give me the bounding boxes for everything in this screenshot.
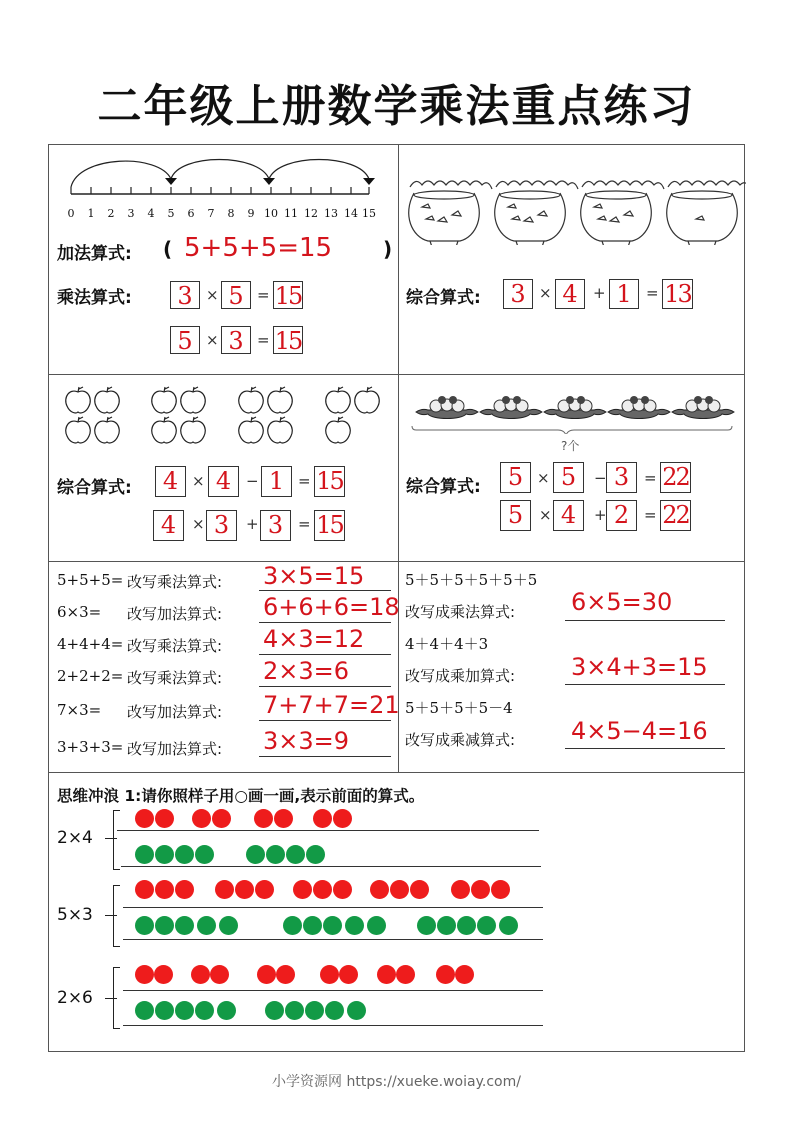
green-dot <box>345 916 364 935</box>
expression: 4+4+4= <box>57 635 124 653</box>
answer-box[interactable]: 5 <box>221 281 251 309</box>
equals-sign: = <box>646 284 659 302</box>
green-dot <box>325 1001 344 1020</box>
answer-box[interactable]: 3 <box>606 462 637 493</box>
addition-label: 加法算式: <box>57 244 132 264</box>
red-dot <box>215 880 234 899</box>
answer-line <box>565 748 725 749</box>
green-dot <box>283 916 302 935</box>
red-dot <box>451 880 470 899</box>
answer-line <box>259 720 391 721</box>
bracket <box>113 967 120 1029</box>
green-dot <box>195 845 214 864</box>
worksheet <box>48 144 745 1052</box>
prompt: 改写加法算式: <box>127 703 223 721</box>
times-sign: × <box>539 284 552 302</box>
answer-box[interactable]: 1 <box>609 279 639 309</box>
plus-sign: + <box>594 506 607 524</box>
answer[interactable]: 2×3=6 <box>263 657 350 685</box>
minus-sign: − <box>246 472 259 490</box>
red-dot <box>192 809 211 828</box>
combined-label: 综合算式: <box>406 288 481 308</box>
answer-box[interactable]: 2 <box>606 500 637 531</box>
red-dot <box>410 880 429 899</box>
answer-box[interactable]: 5 <box>500 462 531 493</box>
prompt: 改写成乘法算式: <box>405 603 516 621</box>
answer-box[interactable]: 15 <box>274 327 302 355</box>
apples-icon <box>49 374 398 444</box>
red-dot <box>254 809 273 828</box>
green-dot <box>285 1001 304 1020</box>
prompt: 改写成乘加算式: <box>405 667 516 685</box>
green-dot <box>195 1001 214 1020</box>
answer[interactable]: 3×5=15 <box>263 562 365 590</box>
red-dot <box>339 965 358 984</box>
green-dot <box>457 916 476 935</box>
answer-box[interactable]: 3 <box>260 510 291 541</box>
apple-problem <box>49 374 398 561</box>
red-dot <box>235 880 254 899</box>
answer-box[interactable]: 5 <box>553 462 584 493</box>
answer-line <box>121 866 541 867</box>
green-dot <box>197 916 216 935</box>
tick-label: 14 <box>344 207 358 220</box>
combined-label: 综合算式: <box>57 478 132 498</box>
red-dot <box>154 965 173 984</box>
green-dot <box>155 1001 174 1020</box>
red-dot <box>471 880 490 899</box>
tick-label: 6 <box>187 207 195 220</box>
green-dot <box>246 845 265 864</box>
tick-label: 11 <box>284 207 298 220</box>
question-label: ?个 <box>561 439 580 453</box>
expression-label: 2×6 <box>57 988 93 1008</box>
equals-sign: = <box>298 472 311 490</box>
answer[interactable]: 4×5−4=16 <box>571 717 708 745</box>
green-dot <box>417 916 436 935</box>
times-sign: × <box>537 469 550 487</box>
answer-box[interactable]: 22 <box>660 462 691 493</box>
answer-box[interactable]: 15 <box>314 510 345 541</box>
tick-label: 12 <box>304 207 318 220</box>
red-dot <box>320 965 339 984</box>
plus-sign: + <box>246 515 259 533</box>
answer-line <box>565 620 725 621</box>
answer-box[interactable]: 15 <box>314 466 345 497</box>
exercise-heading: 思维冲浪 1:请你照样子用○画一画,表示前面的算式。 <box>57 787 425 805</box>
answer-box[interactable]: 3 <box>503 279 533 309</box>
rewrite-left <box>49 561 398 772</box>
expression: 5+5+5= <box>57 571 124 589</box>
answer-line <box>565 684 725 685</box>
red-dot <box>333 880 352 899</box>
red-dot <box>436 965 455 984</box>
answer-box[interactable]: 15 <box>274 282 302 310</box>
answer-box[interactable]: 4 <box>553 500 584 531</box>
answer[interactable]: 3×3=9 <box>263 727 350 755</box>
tick-label: 5 <box>167 207 175 220</box>
green-dot <box>175 916 194 935</box>
green-dot <box>219 916 238 935</box>
green-dot <box>265 1001 284 1020</box>
answer-box[interactable]: 4 <box>555 279 585 309</box>
red-dot <box>210 965 229 984</box>
answer-box[interactable]: 4 <box>153 510 184 541</box>
paren-close: ) <box>383 237 393 261</box>
answer-line <box>123 907 543 908</box>
red-dot <box>377 965 396 984</box>
plus-sign: + <box>593 284 606 302</box>
answer-box[interactable]: 4 <box>155 466 186 497</box>
page-title: 二年级上册数学乘法重点练习 <box>97 81 696 132</box>
minus-sign: − <box>594 469 607 487</box>
green-dot <box>266 845 285 864</box>
answer-line <box>259 686 391 687</box>
times-sign: × <box>192 515 205 533</box>
combined-label: 综合算式: <box>406 477 481 497</box>
answer-line <box>123 1025 543 1026</box>
equals-sign: = <box>644 469 657 487</box>
expression: 7×3= <box>57 701 102 719</box>
green-dot <box>217 1001 236 1020</box>
prompt: 改写成乘减算式: <box>405 731 516 749</box>
red-dot <box>175 880 194 899</box>
answer[interactable]: 4×3=12 <box>263 625 365 653</box>
thinking-exercise <box>49 772 746 1053</box>
red-dot <box>276 965 295 984</box>
times-sign: × <box>539 506 552 524</box>
footer-watermark: 小学资源网 https://xueke.woiay.com/ <box>272 1074 521 1090</box>
tick-label: 9 <box>247 207 255 220</box>
baskets-icon <box>398 374 746 434</box>
prompt: 改写乘法算式: <box>127 669 223 687</box>
times-sign: × <box>206 331 219 349</box>
red-dot <box>455 965 474 984</box>
answer-box[interactable]: 3 <box>206 510 237 541</box>
green-dot <box>155 916 174 935</box>
red-dot <box>390 880 409 899</box>
basket-problem <box>398 374 746 561</box>
answer-line <box>259 756 391 757</box>
answer-line <box>123 939 543 940</box>
multiplication-label: 乘法算式: <box>57 288 132 308</box>
prompt: 改写加法算式: <box>127 740 223 758</box>
equals-sign: = <box>644 506 657 524</box>
green-dot <box>477 916 496 935</box>
rewrite-right <box>398 561 746 772</box>
times-sign: × <box>206 286 219 304</box>
answer-line <box>259 590 391 591</box>
expression-label: 5×3 <box>57 905 93 925</box>
expression: 2+2+2= <box>57 667 124 685</box>
equals-sign: = <box>257 286 270 304</box>
expression: 6×3= <box>57 603 102 621</box>
tick-label: 1 <box>87 207 95 220</box>
answer-box[interactable]: 5 <box>170 326 200 354</box>
tick-label: 10 <box>264 207 278 220</box>
addition-answer[interactable]: 5+5+5=15 <box>184 233 333 263</box>
red-dot <box>313 880 332 899</box>
green-dot <box>347 1001 366 1020</box>
answer-box[interactable]: 3 <box>170 281 200 309</box>
green-dot <box>175 845 194 864</box>
answer-line <box>117 830 539 831</box>
green-dot <box>135 1001 154 1020</box>
red-dot <box>135 965 154 984</box>
red-dot <box>212 809 231 828</box>
green-dot <box>175 1001 194 1020</box>
tick-label: 8 <box>227 207 235 220</box>
expression: 4＋4＋4＋3 <box>405 635 489 653</box>
answer[interactable]: 7+7+7=21 <box>263 691 400 719</box>
green-dot <box>437 916 456 935</box>
prompt: 改写加法算式: <box>127 605 223 623</box>
answer-box[interactable]: 3 <box>221 326 251 354</box>
tick-label: 0 <box>67 207 75 220</box>
green-dot <box>499 916 518 935</box>
equals-sign: = <box>298 515 311 533</box>
fishbowls-icon <box>398 145 746 245</box>
green-dot <box>286 845 305 864</box>
tick-label: 3 <box>127 207 135 220</box>
red-dot <box>396 965 415 984</box>
times-sign: × <box>192 472 205 490</box>
expression: 5＋5＋5＋5＋5＋5 <box>405 571 538 589</box>
green-dot <box>305 1001 324 1020</box>
tick-label: 15 <box>362 207 376 220</box>
red-dot <box>491 880 510 899</box>
answer-box[interactable]: 5 <box>500 500 531 531</box>
expression: 3+3+3= <box>57 738 124 756</box>
expression-label: 2×4 <box>57 828 93 848</box>
answer[interactable]: 6+6+6=18 <box>263 593 400 621</box>
prompt: 改写乘法算式: <box>127 573 223 591</box>
red-dot <box>155 880 174 899</box>
answer[interactable]: 3×4+3=15 <box>571 653 708 681</box>
expression: 5＋5＋5＋5－4 <box>405 699 513 717</box>
red-dot <box>135 809 154 828</box>
red-dot <box>257 965 276 984</box>
red-dot <box>370 880 389 899</box>
red-dot <box>313 809 332 828</box>
red-dot <box>333 809 352 828</box>
tick-label: 2 <box>107 207 115 220</box>
prompt: 改写乘法算式: <box>127 637 223 655</box>
red-dot <box>274 809 293 828</box>
paren-open: ( <box>163 237 173 261</box>
number-line <box>49 145 398 374</box>
answer-box[interactable]: 13 <box>662 279 693 309</box>
fishbowl-problem <box>398 145 746 374</box>
green-dot <box>303 916 322 935</box>
answer-line <box>259 654 391 655</box>
equals-sign: = <box>257 331 270 349</box>
red-dot <box>191 965 210 984</box>
green-dot <box>135 845 154 864</box>
red-dot <box>155 809 174 828</box>
answer-box[interactable]: 4 <box>208 466 239 497</box>
answer-line <box>123 990 543 991</box>
answer-line <box>259 622 391 623</box>
red-dot <box>293 880 312 899</box>
bracket <box>113 810 120 870</box>
red-dot <box>135 880 154 899</box>
red-dot <box>255 880 274 899</box>
green-dot <box>306 845 325 864</box>
tick-label: 7 <box>207 207 215 220</box>
bracket <box>113 885 120 947</box>
tick-label: 13 <box>324 207 338 220</box>
green-dot <box>155 845 174 864</box>
green-dot <box>135 916 154 935</box>
green-dot <box>367 916 386 935</box>
tick-label: 4 <box>147 207 155 220</box>
answer-box[interactable]: 1 <box>261 466 292 497</box>
answer-box[interactable]: 22 <box>660 500 691 531</box>
green-dot <box>323 916 342 935</box>
answer[interactable]: 6×5=30 <box>571 588 673 616</box>
